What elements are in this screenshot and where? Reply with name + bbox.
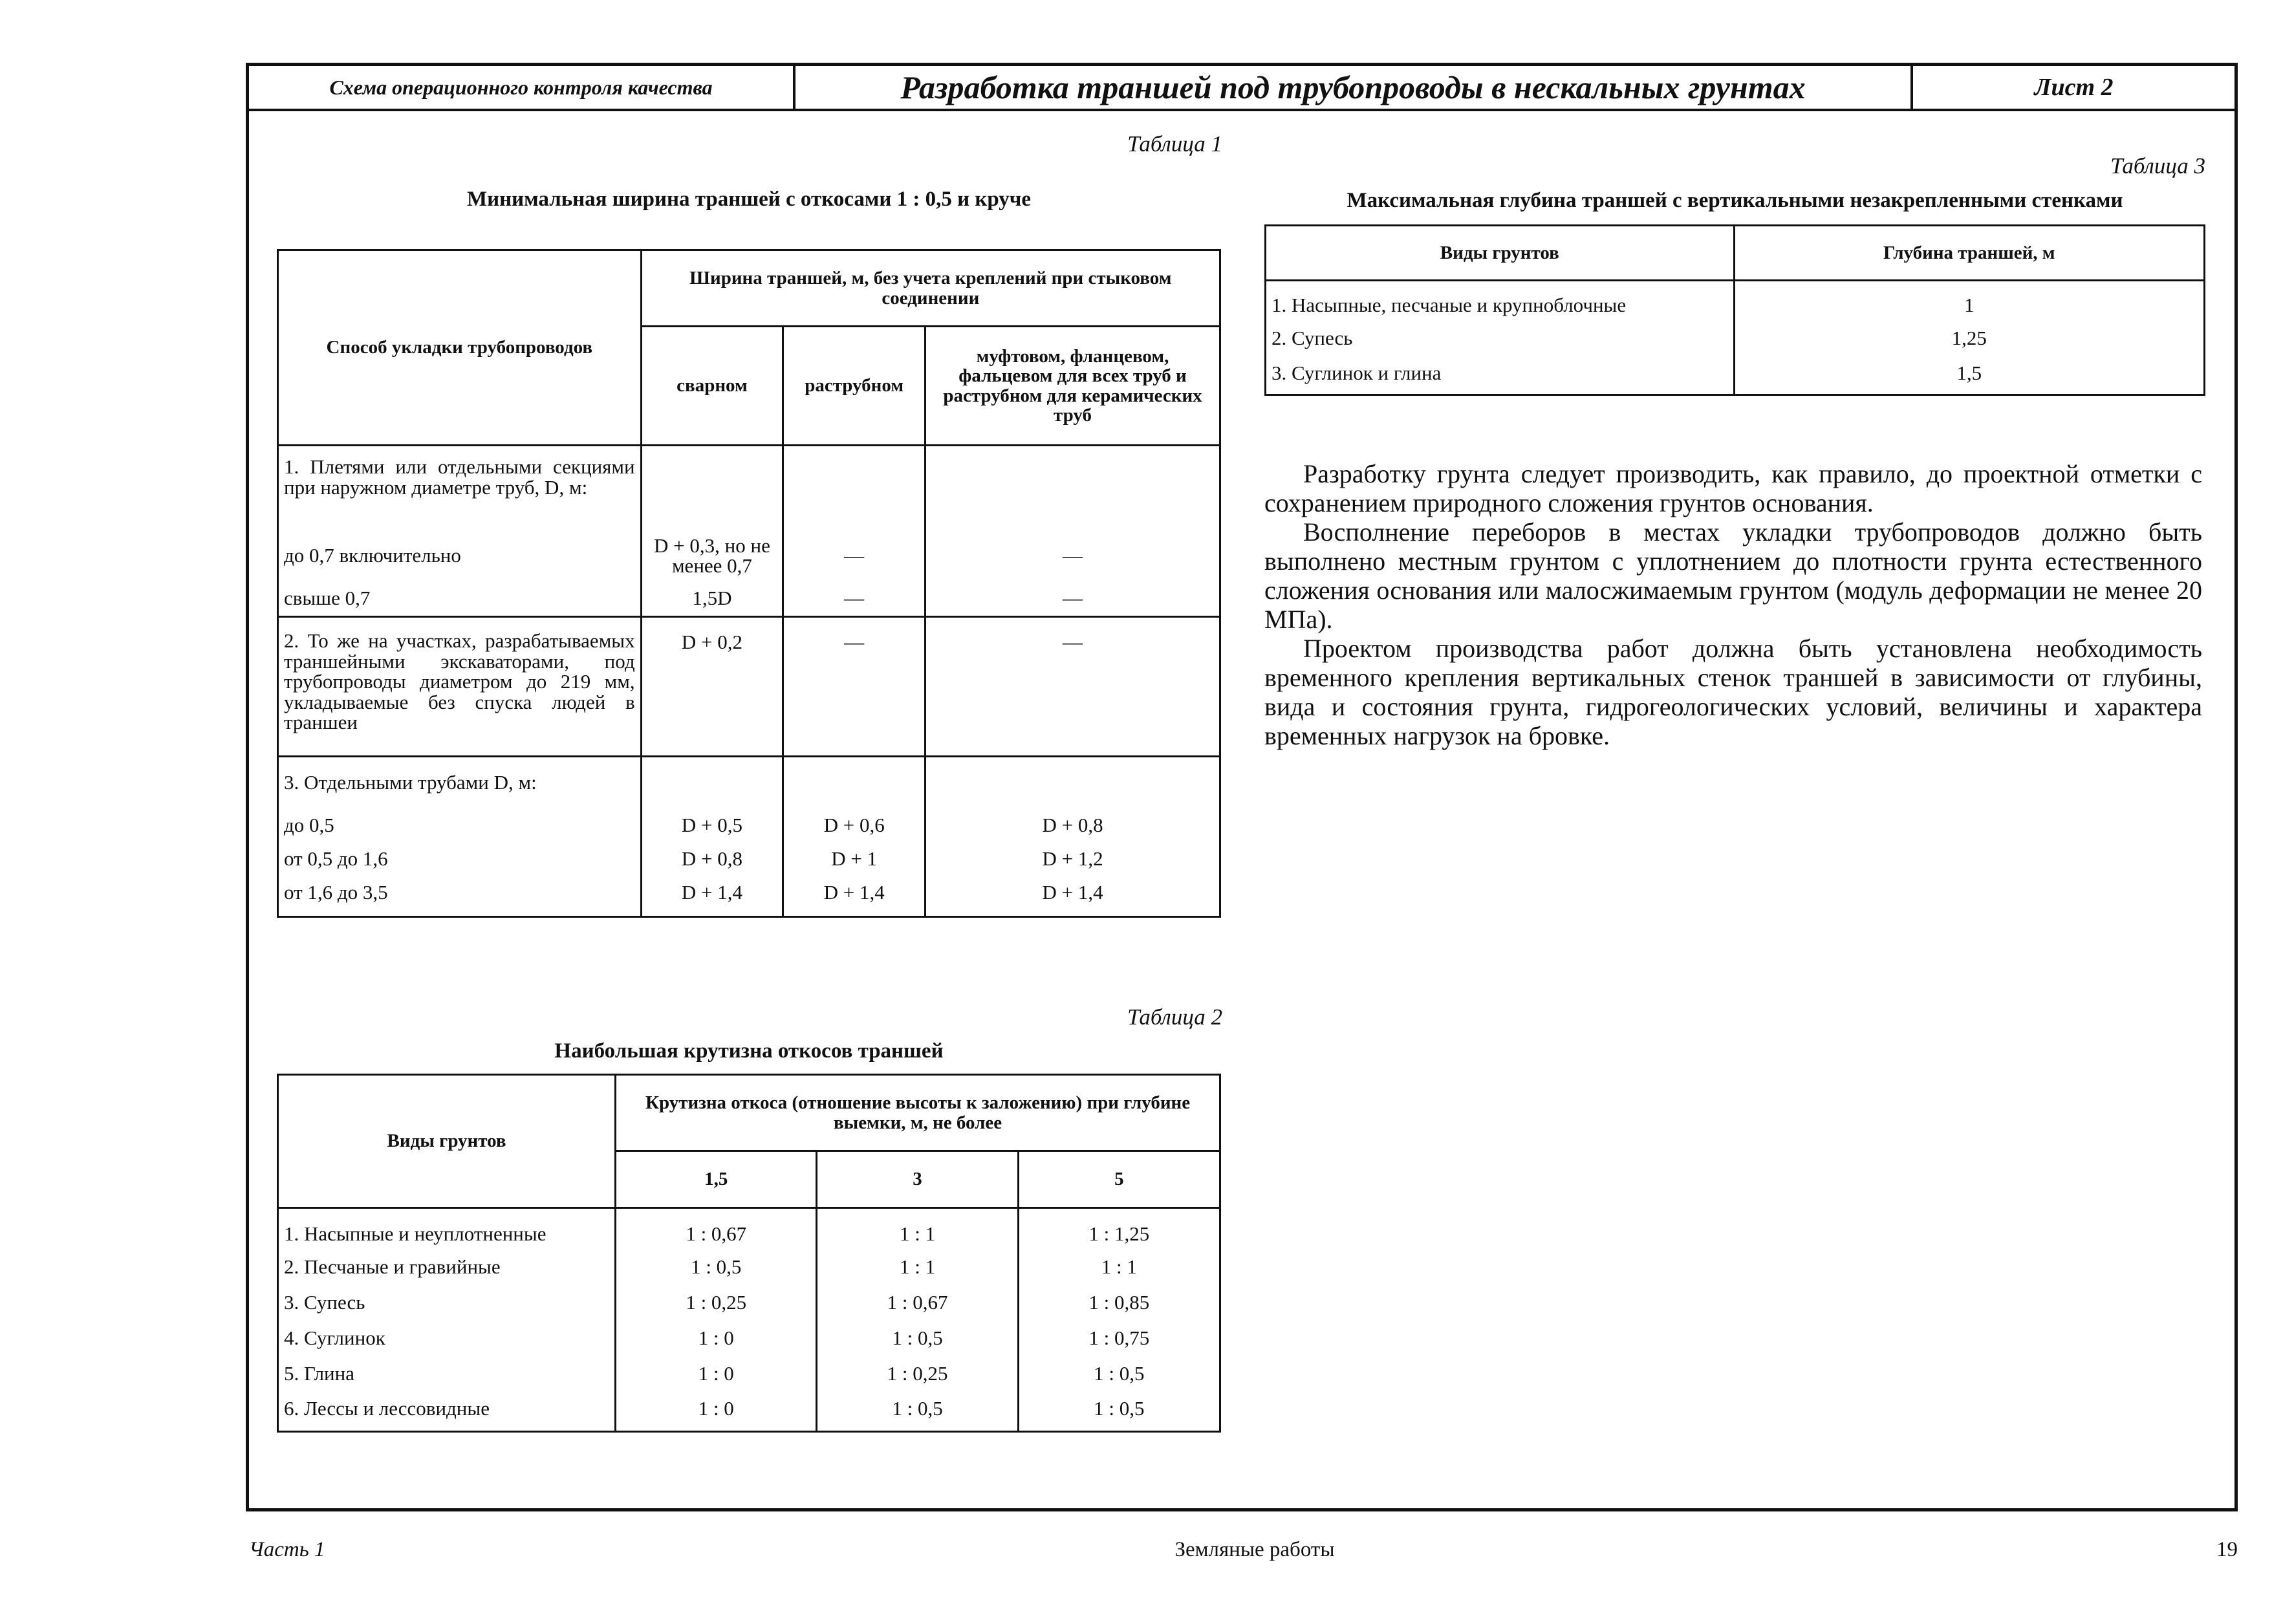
row-label: 1. Насыпные и неуплотненные [278,1208,616,1250]
table1 [277,249,1221,918]
table2-caption: Таблица 2 [1127,1004,1222,1030]
cell: 1,25 [1734,321,2204,356]
table-row [278,876,1220,917]
table1-col-method: Способ укладки трубопроводов [278,250,642,446]
cell [641,757,783,808]
cell: 1 : 0,5 [1018,1356,1220,1392]
cell: 1 : 1 [817,1208,1018,1250]
cell: D + 0,5 [641,808,783,842]
row-label: от 0,5 до 1,6 [278,842,642,876]
row-label: до 0,7 включительно [278,530,642,581]
depth-header: 1,5 [616,1151,817,1208]
cell: — [925,581,1220,617]
row-label: 3. Суглинок и глина [1266,356,1735,395]
body-text [1264,459,2202,750]
table-row [278,808,1220,842]
cell: D + 1 [783,842,925,876]
table2-col-soil: Виды грунтов [278,1075,616,1208]
table3-col-soil: Виды грунтов [1266,226,1735,281]
cell: D + 0,3, но не менее 0,7 [641,530,783,581]
table-row [278,1250,1220,1285]
table-row [278,530,1220,581]
table2 [277,1074,1221,1433]
table3 [1264,224,2205,396]
cell: — [925,617,1220,757]
table1-col-group: Ширина траншей, м, без учета креплений при стыковом соединении [641,250,1220,327]
cell: 1 : 1 [1018,1250,1220,1285]
table-row [278,1208,1220,1250]
cell [641,446,783,530]
paragraph: Проектом производства работ должна быть установлена необходимость временного крепления вертикальных стенок траншей в зависимости от глубины, вида и состояния грунта, гидрогеологических условий, величины и характера временных нагрузок на бровке. [1264,634,2202,750]
page-title: Разработка траншей под трубопроводы в нескальных грунтах [795,66,1913,109]
table-row [278,1321,1220,1356]
cell: 1 : 0,5 [616,1250,817,1285]
cell: 1 : 0,75 [1018,1321,1220,1356]
title-block [249,66,2234,111]
row-label: 2. То же на участках, разрабатываемых траншейными экскаваторами, под трубопроводы диаметром до 219 мм, укладываемые без спуска людей в траншеи [278,617,642,757]
cell: D + 0,2 [641,617,783,757]
paragraph: Восполнение переборов в местах укладки трубопроводов должно быть выполнено местным грунтом с уплотнением до плотности грунта естественного сложения основания или малосжимаемым грунтом (модуль деформации не менее 20 МПа). [1264,517,2202,634]
cell: D + 0,8 [641,842,783,876]
page-number: 19 [2216,1538,2238,1561]
cell: D + 1,4 [783,876,925,917]
cell: 1 : 0,5 [1018,1392,1220,1432]
cell: 1 : 0,67 [616,1208,817,1250]
depth-header: 5 [1018,1151,1220,1208]
cell: — [925,530,1220,581]
cell: 1 : 0,25 [616,1285,817,1321]
row-label: 2. Песчаные и гравийные [278,1250,616,1285]
cell: D + 1,2 [925,842,1220,876]
sheet-number: Лист 2 [2034,74,2114,101]
row-label: свыше 0,7 [278,581,642,617]
row-label: 5. Глина [278,1356,616,1392]
row-label: 1. Плетями или отдельными секциями при наружном диаметре труб, D, м: [278,446,642,530]
table-row [1266,356,2205,395]
row-label: 3. Отдельными трубами D, м: [278,757,642,808]
footer-section: Земляные работы [1174,1538,1335,1561]
row-label: 6. Лессы и лессовидные [278,1392,616,1432]
table1-col-welded: сварном [641,327,783,446]
cell [925,446,1220,530]
row-label: от 1,6 до 3,5 [278,876,642,917]
row-label: 2. Супесь [1266,321,1735,356]
row-label: до 0,5 [278,808,642,842]
cell [925,757,1220,808]
depth-header: 3 [817,1151,1018,1208]
table-row [1266,321,2205,356]
table1-title: Минимальная ширина траншей с откосами 1 : 0,5 и круче [466,188,1032,211]
paragraph: Разработку грунта следует производить, как правило, до проектной отметки с сохранением природного сложения грунтов основания. [1264,459,2202,517]
cell: — [783,617,925,757]
cell: D + 0,6 [783,808,925,842]
cell: D + 1,4 [925,876,1220,917]
table-row [278,446,1220,530]
table1-caption: Таблица 1 [1127,131,1222,157]
table-row [278,1285,1220,1321]
cell: 1 : 1,25 [1018,1208,1220,1250]
table3-col-depth: Глубина траншей, м [1734,226,2204,281]
cell [783,757,925,808]
cell: 1 : 0,67 [817,1285,1018,1321]
table1-col-coupling: муфтовом, фланцевом, фальцевом для всех труб и раструбном для керамических труб [925,327,1220,446]
table-row [278,1392,1220,1432]
table2-col-group: Крутизна откоса (отношение высоты к заложению) при глубине выемки, м, не более [616,1075,1220,1151]
row-label: 1. Насыпные, песчаные и крупноблочные [1266,281,1735,321]
document-type: Схема операционного контроля качества [249,66,795,109]
table3-title: Максимальная глубина траншей с вертикальными незакрепленными стенками [1347,189,2123,212]
cell: 1 : 1 [817,1250,1018,1285]
cell: 1 : 0,25 [817,1356,1018,1392]
row-label: 4. Суглинок [278,1321,616,1356]
row-label: 3. Супесь [278,1285,616,1321]
cell: — [783,530,925,581]
table2-title: Наибольшая крутизна откосов траншей [554,1039,944,1063]
cell: D + 0,8 [925,808,1220,842]
table-row [278,1356,1220,1392]
cell: 1 : 0,5 [817,1321,1018,1356]
cell: 1 : 0 [616,1321,817,1356]
cell: 1,5 [1734,356,2204,395]
cell: — [783,581,925,617]
table-row [1266,281,2205,321]
cell: 1 : 0,85 [1018,1285,1220,1321]
table-row [278,581,1220,617]
table-row [278,617,1220,757]
table-row [278,842,1220,876]
cell: D + 1,4 [641,876,783,917]
cell: 1 : 0 [616,1356,817,1392]
table3-caption: Таблица 3 [2110,153,2205,179]
cell [783,446,925,530]
cell: 1 : 0,5 [817,1392,1018,1432]
cell: 1 : 0 [616,1392,817,1432]
cell: 1 [1734,281,2204,321]
table1-col-socket: раструбном [783,327,925,446]
cell: 1,5D [641,581,783,617]
footer-part: Часть 1 [249,1538,325,1561]
table-row [278,757,1220,808]
